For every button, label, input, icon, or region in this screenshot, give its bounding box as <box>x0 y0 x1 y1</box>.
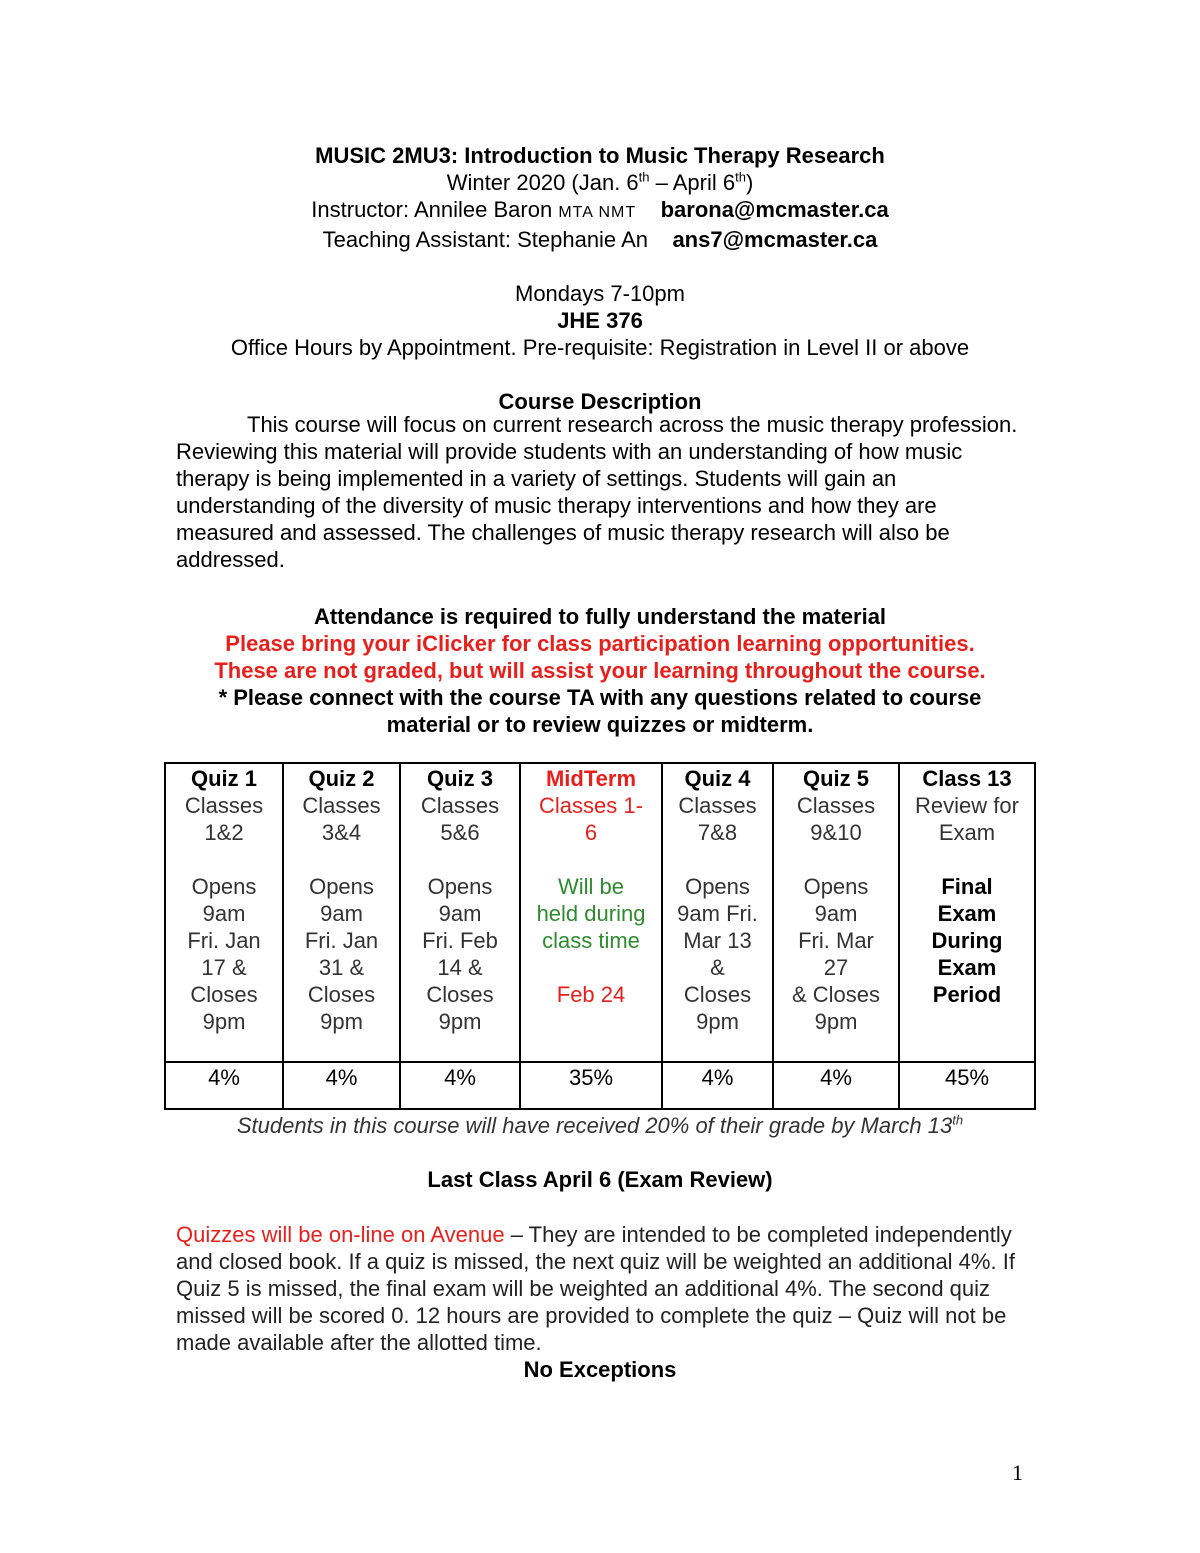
term-dates: Winter 2020 (Jan. 6th – April 6th) <box>446 169 754 195</box>
course-description: This course will focus on current research across the music therapy profession. Reviewing this material will provide students with an understanding of how music therapy is being implemented in a variety of settings. Students will gain an understanding of the diversity of music therapy interventions and how they are measured and assessed. The challenges of music therapy research will also be addressed. <box>176 412 1018 572</box>
quiz-4-cell: Quiz 4 Classes 7&8 Opens 9am Fri. Mar 13 & Closes 9pm <box>662 763 773 1062</box>
grade-note: Students in this course will have received 20% of their grade by March 13th <box>236 1112 964 1138</box>
attendance-note: Attendance is required to fully understand the material <box>313 604 887 629</box>
ta-note-1: * Please connect with the course TA with any questions related to course <box>218 685 982 710</box>
quiz-policy-lead: Quizzes will be on-line on Avenue <box>176 1222 505 1247</box>
attendance-notes <box>0 603 1200 738</box>
course-title: MUSIC 2MU3: Introduction to Music Therapy Research <box>315 143 885 168</box>
instructor-credentials: MTA NMT <box>558 204 637 221</box>
quiz-4-weight: 4% <box>662 1062 773 1109</box>
quiz-1-cell: Quiz 1 Classes 1&2 Opens 9am Fri. Jan 17 & Closes 9pm <box>165 763 283 1062</box>
ta-email[interactable]: ans7@mcmaster.ca <box>672 227 878 252</box>
no-exceptions: No Exceptions <box>523 1357 677 1382</box>
last-class: Last Class April 6 (Exam Review) <box>427 1167 773 1192</box>
ta-note-2: material or to review quizzes or midterm. <box>386 712 814 737</box>
table-row <box>165 1062 1035 1109</box>
assessment-table <box>164 762 1036 1110</box>
midterm-cell: MidTerm Classes 1- 6 Will be held during class time Feb 24 <box>520 763 662 1062</box>
instructor-email[interactable]: barona@mcmaster.ca <box>660 197 889 222</box>
course-header <box>0 142 1200 415</box>
iclicker-note-2: These are not graded, but will assist your learning throughout the course. <box>214 658 986 683</box>
quiz-3-cell: Quiz 3 Classes 5&6 Opens 9am Fri. Feb 14 & Closes 9pm <box>400 763 520 1062</box>
table-row <box>165 763 1035 1062</box>
page-number: 1 <box>1012 1460 1023 1485</box>
quiz-1-weight: 4% <box>165 1062 283 1109</box>
quiz-2-weight: 4% <box>283 1062 400 1109</box>
ta-line: Teaching Assistant: Stephanie An ans7@mcmaster.ca <box>322 227 878 252</box>
quiz-policy: Quizzes will be on-line on Avenue – They are intended to be completed independently and closed book. If a quiz is missed, the next quiz will be weighted an additional 4%. If Quiz 5 is missed, the final exam will be weighted an additional 4%. The second quiz missed will be scored 0. 12 hours are provided to complete the quiz – Quiz will not be made available after the allotted time. <box>176 1222 1015 1355</box>
office-hours: Office Hours by Appointment. Pre-requisite: Registration in Level II or above <box>230 335 970 360</box>
quiz-5-weight: 4% <box>773 1062 899 1109</box>
after-table <box>0 1112 1200 1193</box>
room: JHE 376 <box>557 308 643 333</box>
class-13-cell: Class 13 Review for Exam Final Exam During Exam Period <box>899 763 1035 1062</box>
quiz-3-weight: 4% <box>400 1062 520 1109</box>
quiz-5-cell: Quiz 5 Classes 9&10 Opens 9am Fri. Mar 27 & Closes 9pm <box>773 763 899 1062</box>
description-heading: Course Description <box>498 389 702 414</box>
quiz-2-cell: Quiz 2 Classes 3&4 Opens 9am Fri. Jan 31 & Closes 9pm <box>283 763 400 1062</box>
instructor-line: Instructor: Annilee Baron MTA NMT barona@mcmaster.ca <box>311 197 889 222</box>
class-schedule: Mondays 7-10pm <box>515 281 685 306</box>
final-exam-weight: 45% <box>899 1062 1035 1109</box>
midterm-weight: 35% <box>520 1062 662 1109</box>
iclicker-note-1: Please bring your iClicker for class participation learning opportunities. <box>225 631 975 656</box>
